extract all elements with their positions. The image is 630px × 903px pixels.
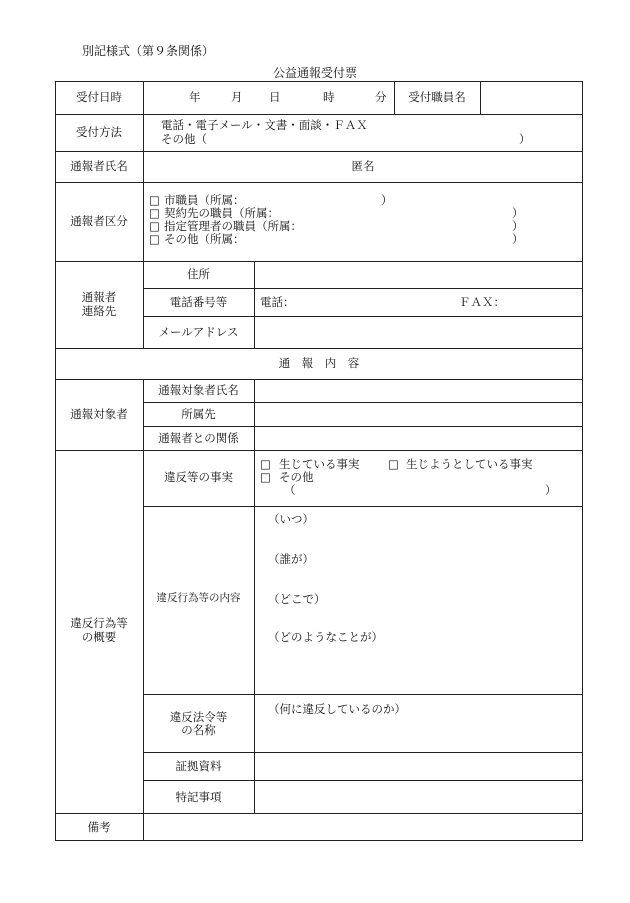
target-label: 通報対象者 — [70, 407, 128, 421]
reporter-name-label: 通報者氏名 — [70, 159, 128, 173]
row-divider — [143, 694, 583, 695]
category-option-label: 契約先の職員（所属： — [164, 206, 279, 220]
row-divider — [143, 316, 583, 317]
row-divider — [143, 752, 583, 753]
category-option-label: 市職員（所属： — [164, 193, 245, 207]
column-divider — [254, 261, 255, 348]
category-checkbox[interactable]: □ — [149, 232, 160, 246]
phone-label: 電話番号等 — [169, 295, 228, 309]
target-name-label: 通報対象者氏名 — [158, 383, 239, 397]
reception-staff-label: 受付職員名 — [408, 90, 466, 104]
detail-when: （いつ） — [268, 512, 314, 526]
row-divider — [55, 151, 583, 152]
row-divider — [55, 450, 583, 451]
category-option-close: ） — [512, 232, 524, 246]
row-divider — [55, 379, 583, 380]
phone-prefix: 電話： — [260, 295, 295, 309]
detail-who: （誰が） — [268, 552, 314, 566]
month-unit: 月 — [231, 90, 243, 104]
fact-checkbox[interactable]: □ — [260, 457, 271, 471]
fact-option-label: その他 — [279, 470, 314, 484]
reporter-contact-label: 連絡先 — [81, 304, 117, 318]
target-relation-label: 通報者との関係 — [158, 431, 239, 445]
overview-label: の概要 — [81, 630, 117, 644]
fact-paren-open: （ — [284, 483, 296, 497]
reporter-contact-label: 通報者 — [81, 290, 117, 304]
category-option-label: 指定管理者の職員（所属： — [164, 219, 302, 233]
detail-where: （どこで） — [268, 592, 326, 606]
row-divider — [55, 261, 583, 262]
overview-label: 違反行為等 — [70, 616, 128, 630]
row-divider — [55, 182, 583, 183]
reception-method-close: ） — [519, 132, 531, 146]
law-hint: （何に違反しているのか） — [268, 702, 406, 716]
fact-option-label: 生じようとしている事実 — [406, 457, 533, 471]
form-number-label: 別記様式（第９条関係） — [82, 44, 215, 58]
row-divider — [143, 288, 583, 289]
category-checkbox[interactable]: □ — [149, 193, 160, 207]
category-checkbox[interactable]: □ — [149, 206, 160, 220]
minute-unit: 分 — [375, 90, 387, 104]
evidence-label: 証拠資料 — [175, 759, 222, 773]
fact-option-label: 生じている事実 — [279, 457, 360, 471]
row-divider — [55, 114, 583, 115]
section-title: 通 報 内 容 — [278, 356, 360, 370]
notes-label: 特記事項 — [175, 790, 222, 804]
year-unit: 年 — [189, 90, 201, 104]
law-label: 違反法令等 — [169, 710, 228, 724]
hour-unit: 時 — [323, 90, 335, 104]
category-checkbox[interactable]: □ — [149, 219, 160, 233]
fact-label: 違反等の事実 — [164, 470, 233, 484]
reception-method-label: 受付方法 — [76, 125, 122, 139]
reception-date-label: 受付日時 — [76, 90, 122, 104]
day-unit: 日 — [269, 90, 281, 104]
address-label: 住所 — [187, 267, 210, 281]
row-divider — [143, 506, 583, 507]
fact-paren-close: ） — [545, 483, 557, 497]
fact-checkbox[interactable]: □ — [388, 457, 399, 471]
category-option-label: その他（所属： — [164, 232, 245, 246]
detail-what: （どのようなことが） — [268, 630, 383, 644]
reporter-category-label: 通報者区分 — [70, 214, 128, 228]
column-divider — [480, 81, 481, 114]
fax-prefix: ＦＡＸ： — [459, 295, 505, 309]
reception-method-other: その他（ — [161, 132, 207, 146]
fact-checkbox[interactable]: □ — [260, 470, 271, 484]
category-option-close: ） — [512, 206, 524, 220]
remarks-label: 備考 — [87, 820, 111, 834]
category-option-close: ） — [512, 219, 524, 233]
category-option-close: ） — [381, 193, 393, 207]
law-label: の名称 — [181, 723, 216, 737]
email-label: メールアドレス — [158, 325, 239, 339]
row-divider — [55, 813, 583, 814]
reception-method-options: 電話・電子メール・文書・面談・ＦＡＸ — [161, 118, 368, 132]
target-dept-label: 所属先 — [181, 407, 216, 421]
column-divider — [254, 379, 255, 813]
reporter-name-value: 匿名 — [351, 159, 375, 173]
document-title: 公益通報受付票 — [272, 66, 357, 80]
detail-label: 違反行為等の内容 — [156, 592, 241, 604]
row-divider — [143, 426, 583, 427]
row-divider — [143, 780, 583, 781]
row-divider — [55, 348, 583, 349]
row-divider — [143, 402, 583, 403]
